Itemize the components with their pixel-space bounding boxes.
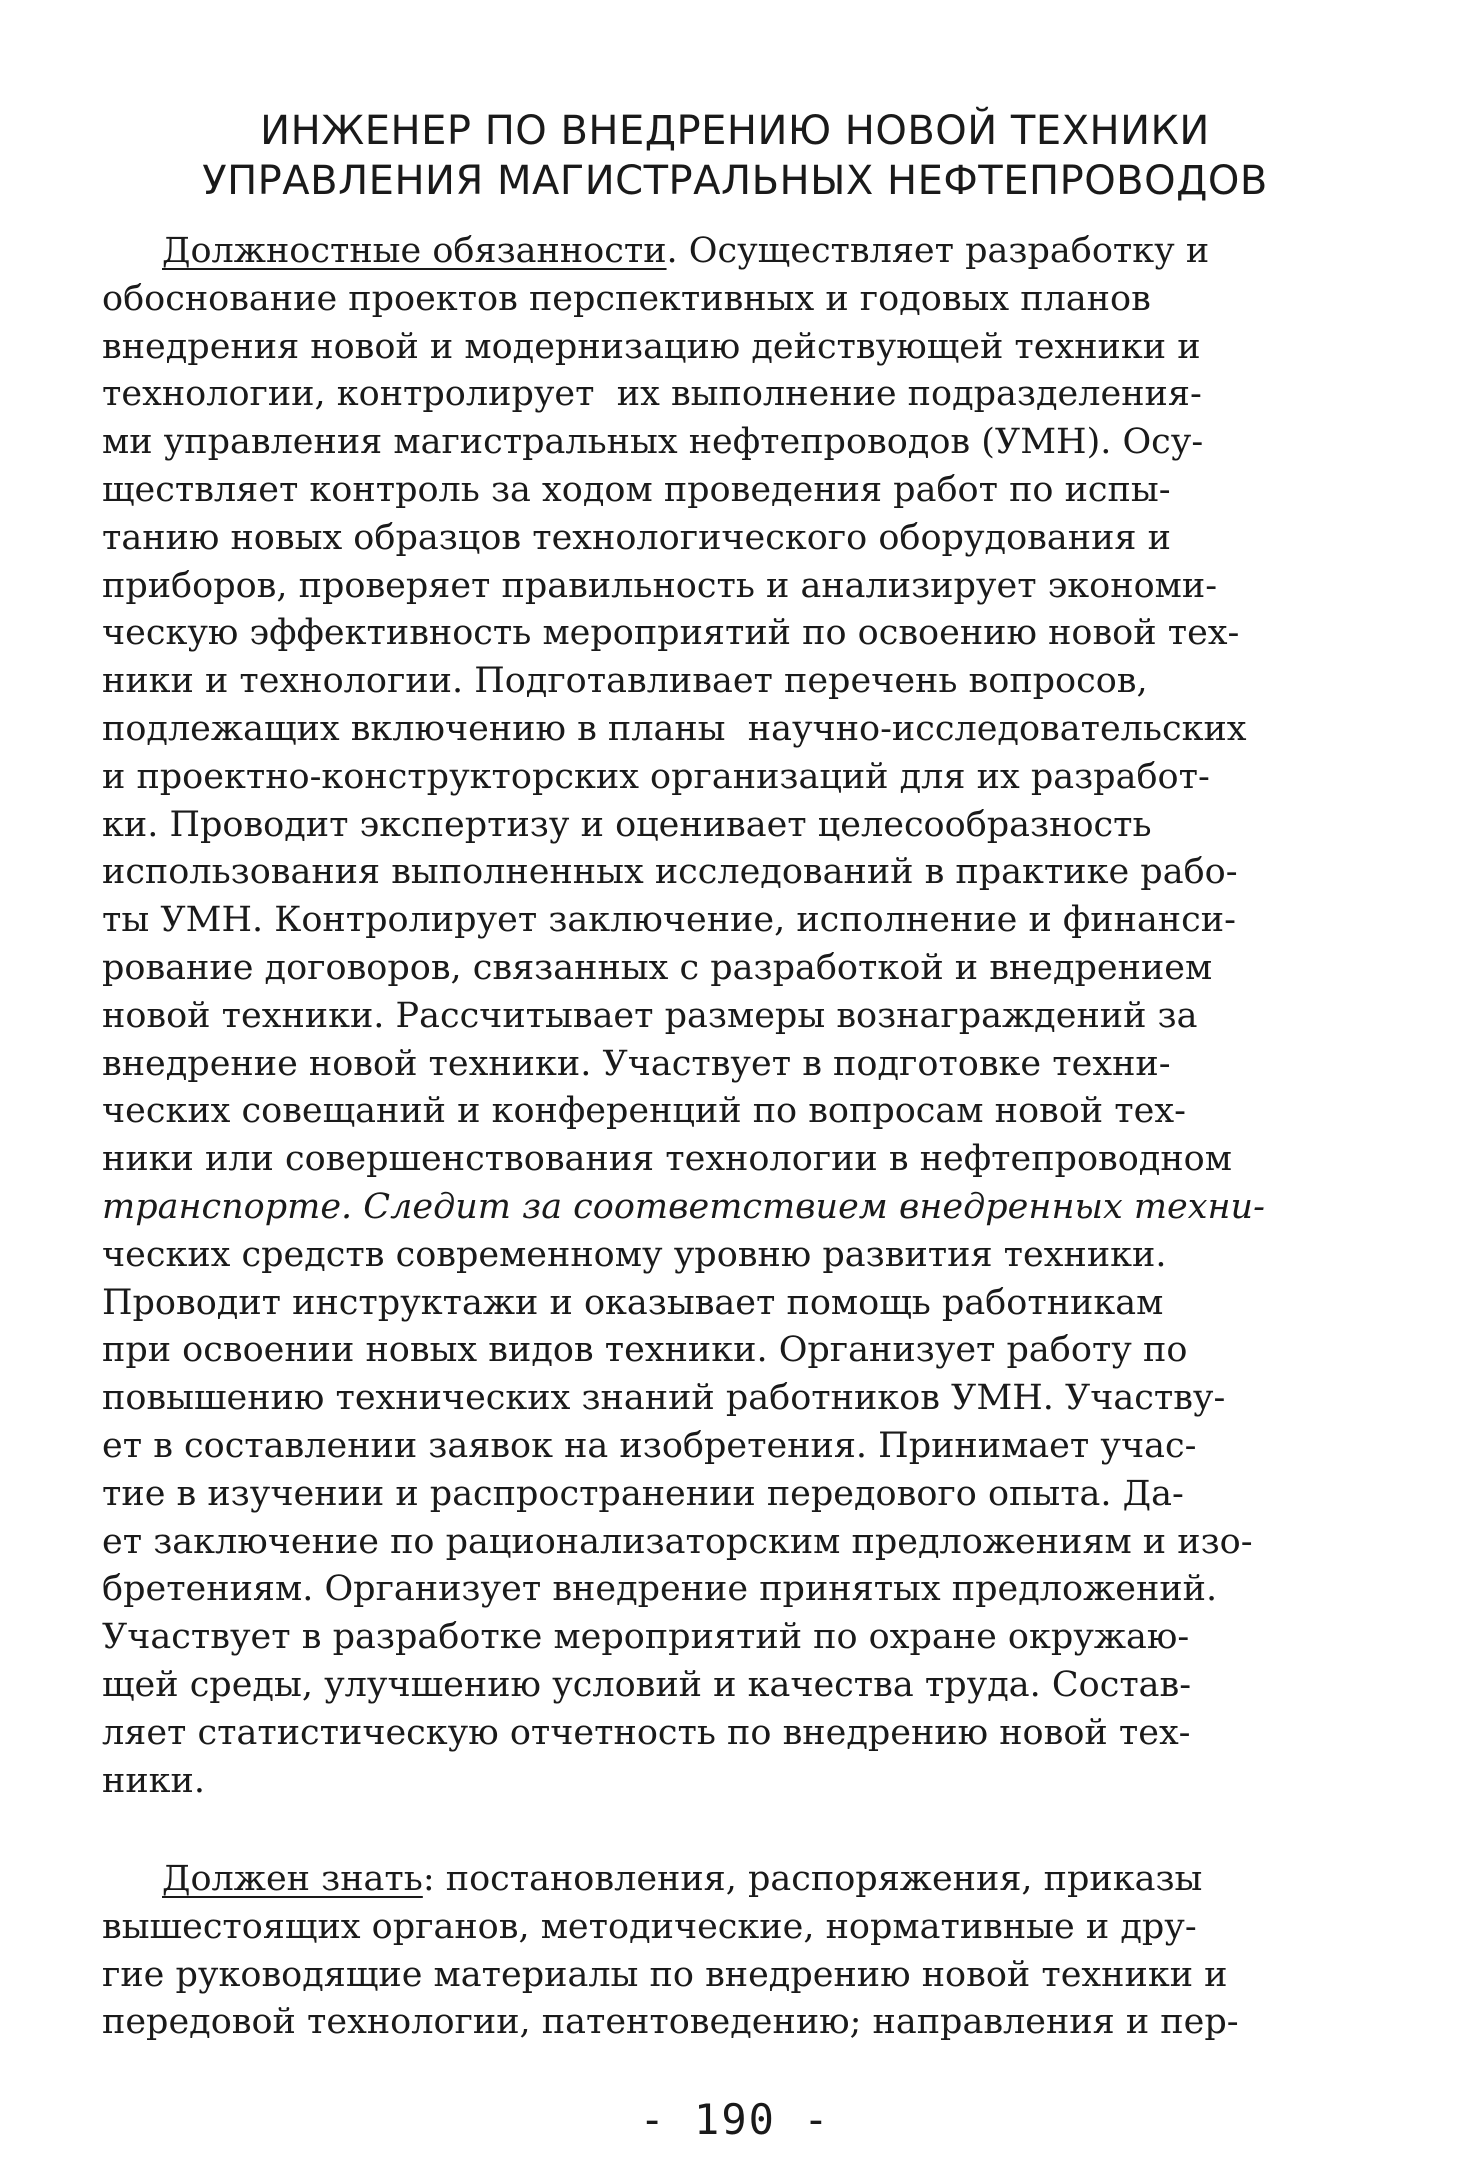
title-line-2: УПРАВЛЕНИЯ МАГИСТРАЛЬНЫХ НЕФТЕПРОВОДОВ: [202, 158, 1268, 204]
text-line: приборов, проверяет правильность и анализирует экономи-: [102, 565, 1218, 606]
text-line: и проектно-конструкторских организаций для их разработ-: [102, 756, 1210, 797]
text-line: ники или совершенствования технологии в нефтепроводном: [102, 1139, 1232, 1180]
text-line: тие в изучении и распространении передового опыта. Да-: [102, 1473, 1184, 1514]
knowledge-heading: Должен знать: [162, 1859, 423, 1899]
text-line: ники и технологии. Подготавливает перечень вопросов,: [102, 661, 1148, 702]
text-line: . Осуществляет разработку и: [666, 231, 1210, 271]
text-line: внедрение новой техники. Участвует в подготовке техни-: [102, 1043, 1171, 1084]
text-line: обоснование проектов перспективных и годовых планов: [102, 278, 1151, 319]
text-line: ществляет контроль за ходом проведения работ по испы-: [102, 469, 1171, 510]
text-line: ет в составлении заявок на изобретения. Принимает учас-: [102, 1425, 1197, 1466]
text-line: вышестоящих органов, методические, нормативные и дру-: [102, 1906, 1197, 1947]
knowledge-paragraph: [102, 1856, 1392, 2047]
text-line: ческих совещаний и конференций по вопросам новой тех-: [102, 1091, 1186, 1132]
text-line: ки. Проводит экспертизу и оценивает целесообразность: [102, 804, 1152, 845]
text-line: транспорте. Следит за соответствием внедренных техни-: [102, 1186, 1265, 1227]
text-line: внедрения новой и модернизацию действующей техники и: [102, 326, 1201, 367]
page-number: - 190 -: [639, 2095, 831, 2144]
text-line: ники.: [102, 1760, 205, 1801]
text-line: ческую эффективность мероприятий по освоению новой тех-: [102, 613, 1240, 654]
text-line: передовой технологии, патентоведению; направления и пер-: [102, 2002, 1239, 2043]
text-line: ет заключение по рационализаторским предложениям и изо-: [102, 1521, 1253, 1562]
text-line: Участвует в разработке мероприятий по охране окружаю-: [102, 1617, 1190, 1658]
text-line: технологии, контролирует их выполнение подразделения-: [102, 374, 1202, 415]
text-line: ми управления магистральных нефтепроводов (УМН). Осу-: [102, 422, 1204, 463]
title-line-1: ИНЖЕНЕР ПО ВНЕДРЕНИЮ НОВОЙ ТЕХНИКИ: [260, 108, 1210, 154]
text-line: при освоении новых видов техники. Организует работу по: [102, 1330, 1188, 1371]
text-line: танию новых образцов технологического оборудования и: [102, 517, 1171, 558]
text-line: рование договоров, связанных с разработкой и внедрением: [102, 947, 1213, 988]
duties-paragraph: [102, 228, 1392, 1805]
text-line: повышению технических знаний работников УМН. Участву-: [102, 1378, 1226, 1419]
text-line: новой техники. Рассчитывает размеры вознаграждений за: [102, 995, 1198, 1036]
text-line: : постановления, распоряжения, приказы: [422, 1859, 1203, 1899]
text-line: Проводит инструктажи и оказывает помощь работникам: [102, 1282, 1164, 1323]
text-line: щей среды, улучшению условий и качества труда. Состав-: [102, 1664, 1192, 1705]
text-line: подлежащих включению в планы научно-исследовательских: [102, 708, 1247, 749]
text-line: ческих средств современному уровню развития техники.: [102, 1234, 1167, 1275]
text-line: ляет статистическую отчетность по внедрению новой тех-: [102, 1712, 1191, 1753]
text-line: использования выполненных исследований в практике рабо-: [102, 852, 1238, 893]
text-line: бретениям. Организует внедрение принятых предложений.: [102, 1569, 1218, 1610]
text-line: ты УМН. Контролирует заключение, исполнение и финанси-: [102, 900, 1236, 941]
duties-heading: Должностные обязанности: [162, 231, 667, 271]
text-line: гие руководящие материалы по внедрению новой техники и: [102, 1954, 1228, 1995]
